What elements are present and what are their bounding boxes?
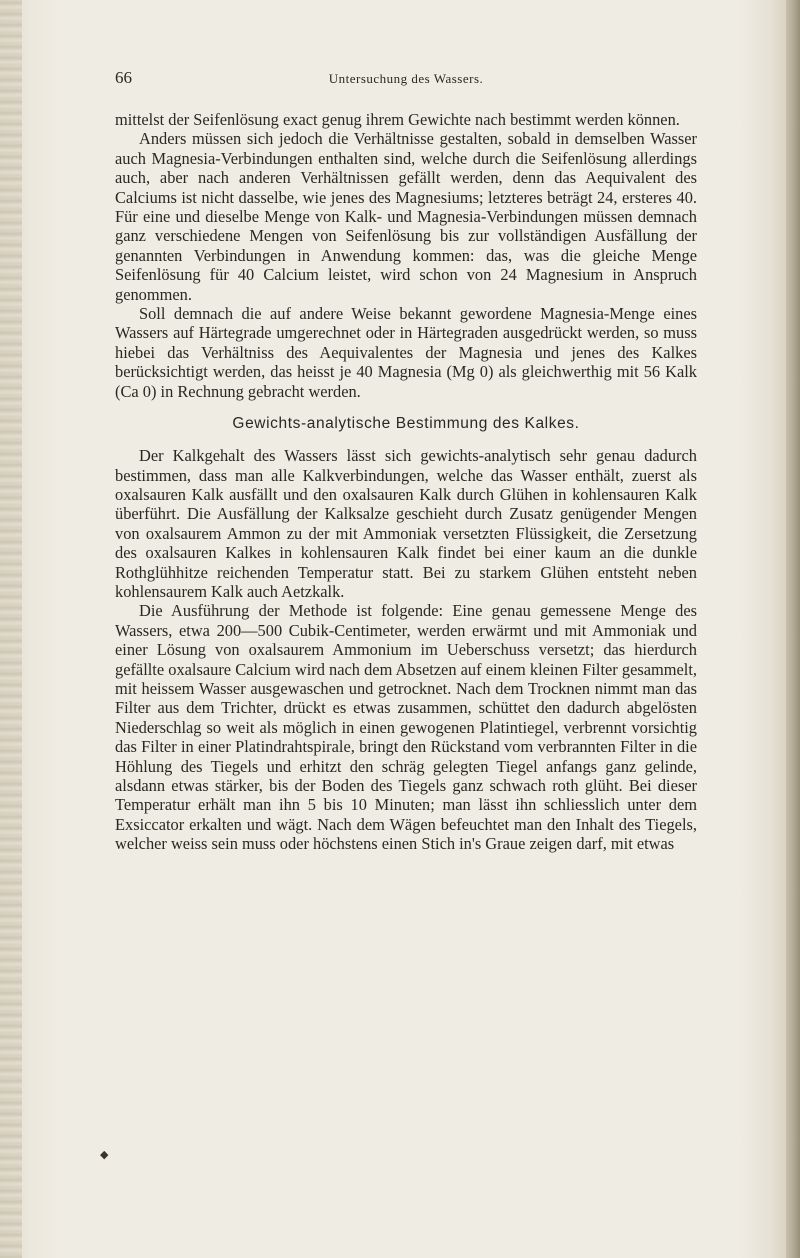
paragraph-magnesia-conversion: Soll demnach die auf andere Weise bekannt gewordene Magnesia-Menge eines Wassers auf Härtegrade umgerechnet oder in Härtegraden ausgedrückt werden, so muss hiebei das Verhältniss des Aequivalentes der Magnesia und jenes des Kalkes berücksichtigt werden, das heisst je 40 Magnesia (Mg 0) als gleichwerthig mit 56 Kalk (Ca 0) in Rechnung gebracht werden. bbox=[115, 304, 697, 401]
paragraph-continuation: mittelst der Seifenlösung exact genug ihrem Gewichte nach bestimmt werden können. bbox=[115, 110, 680, 129]
page-binding-edge bbox=[0, 0, 22, 1258]
margin-mark: ◆ bbox=[100, 1149, 109, 1161]
running-title: Untersuchung des Wassers. bbox=[328, 71, 484, 86]
page-outer-edge bbox=[786, 0, 800, 1258]
page-header bbox=[115, 68, 697, 92]
paragraph-magnesia-ratios: Anders müssen sich jedoch die Verhältnisse gestalten, sobald in demselben Wasser auch Magnesia-Verbindungen enthalten sind, welche durch die Seifenlösung allerdings auch, aber nach anderen Verhältnissen gefällt werden, denn das Aequivalent des Calciums ist nicht dasselbe, wie jenes des Magnesiums; letzteres beträgt 24, ersteres 40. Für eine und dieselbe Menge von Kalk- und Magnesia-Verbindungen müssen demnach ganz verschiedene Mengen von Seifenlösung bis zur vollständigen Ausfällung der genannten Verbindungen in Anwendung kommen: das, was die gleiche Menge Seifenlösung für 40 Calcium leistet, wird schon von 24 Magnesium in Anspruch genommen. bbox=[115, 129, 697, 304]
paragraph-kalk-determination: Der Kalkgehalt des Wassers lässt sich gewichts-analytisch sehr genau dadurch bestimmen, dass man alle Kalkverbindungen, welche das Wasser enthält, zuerst als oxalsauren Kalk ausfällt und den oxalsauren Kalk durch Glühen in kohlensauren Kalk überführt. Die Ausfällung der Kalksalze geschieht durch Zusatz genügender Mengen von oxalsaurem Ammon zu der mit Ammoniak versetzten Flüssigkeit, die Zersetzung des oxalsauren Kalkes in kohlensauren Kalk findet bei einer kaum an die dunkle Rothglühhitze reichenden Temperatur statt. Bei zu starkem Glühen entsteht neben kohlensaurem Kalk auch Aetzkalk. bbox=[115, 446, 697, 601]
paragraph-method-procedure: Die Ausführung der Methode ist folgende: Eine genau gemessene Menge des Wassers, etwa 200—500 Cubik-Centimeter, werden erwärmt und mit Ammoniak und einer Lösung von oxalsaurem Ammonium im Ueberschuss versetzt; das hierdurch gefällte oxalsaure Calcium wird nach dem Absetzen auf einem kleinen Filter gesammelt, mit heissem Wasser ausgewaschen und getrocknet. Nach dem Trocknen nimmt man das Filter aus dem Trichter, drückt es etwas zusammen, schüttet den dadurch abgelösten Niederschlag so weit als möglich in einen gewogenen Platintiegel, verbrennt vorsichtig das Filter in einer Platindrahtspirale, bringt den Rückstand vom verbrannten Filter in die Höhlung des Tiegels und erhitzt den schräg gelegten Tiegel anfangs ganz gelinde, alsdann etwas stärker, bis der Boden des Tiegels ganz schwach roth glüht. Bei dieser Temperatur erhält man ihn 5 bis 10 Minuten; man lässt ihn schliesslich unter dem Exsiccator erkalten und wägt. Nach dem Wägen befeuchtet man den Inhalt des Tiegels, welcher weiss sein muss oder höchstens einen Stich in's Graue zeigen darf, mit etwas bbox=[115, 601, 697, 854]
page-number: 66 bbox=[115, 68, 132, 87]
page-body bbox=[115, 110, 697, 854]
section-heading: Gewichts-analytische Bestimmung des Kalkes. bbox=[232, 415, 580, 433]
